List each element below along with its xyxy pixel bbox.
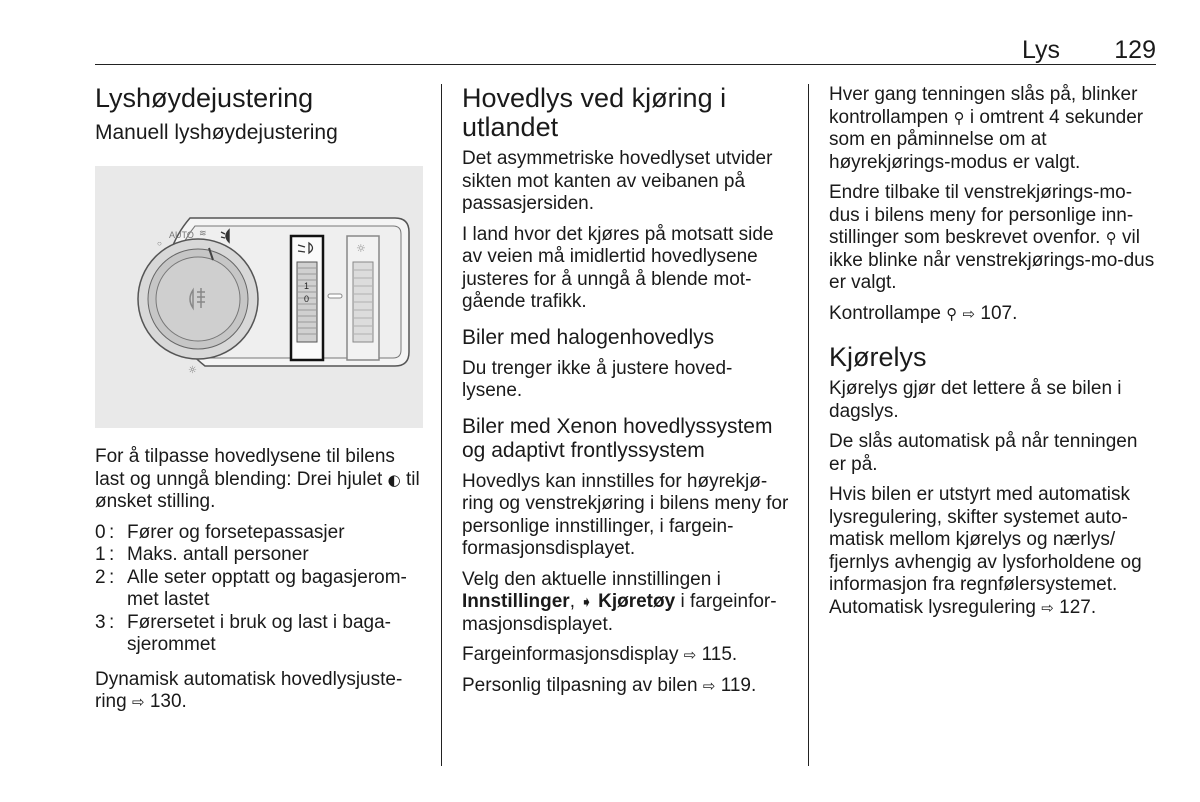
list-item: 2 : Alle seter opptatt og bagasjerom-met lastet	[95, 567, 425, 612]
section-heading: Kjørelys	[829, 342, 927, 372]
paragraph: Det asymmetriske hovedlyset utvider sikten mot kanten av veibanen på passasjersiden.	[462, 148, 773, 214]
page-ref-arrow-icon: ⇨	[702, 676, 716, 695]
paragraph: Kjørelys gjør det lettere å se bilen i dagslys.	[829, 378, 1122, 422]
reference-paragraph	[829, 303, 1159, 326]
page-reference[interactable]: 107.	[980, 302, 1018, 324]
intro-text-end: til ønsket stilling.	[95, 468, 420, 512]
paragraph-text: Velg den aktuelle innstillingen i	[462, 568, 721, 590]
page-ref-arrow-icon: ⇨	[962, 304, 976, 323]
reference-paragraph	[462, 675, 792, 698]
paragraph-text: Hver gang tenningen slås på, blinker kontrollampen	[829, 84, 1138, 128]
page-reference[interactable]: 127.	[1059, 596, 1097, 618]
page-number: 129	[1114, 36, 1156, 64]
control-lamp-icon: ⚲	[946, 304, 958, 323]
svg-text:☼: ☼	[356, 242, 366, 255]
section-heading: Hovedlys ved kjøring i utlandet	[462, 83, 727, 142]
list-item: 1 : Maks. antall personer	[95, 544, 425, 567]
svg-text:0: 0	[304, 294, 310, 304]
column-divider	[441, 84, 442, 766]
list-text: Maks. antall personer	[127, 544, 309, 565]
subsection-heading: Manuell lyshøydejustering	[95, 121, 338, 144]
headlight-control-illustration	[95, 166, 423, 428]
menu-arrow-icon: ➧	[580, 593, 593, 611]
list-text: Alle seter opptatt og bagasjerom-met lastet	[127, 566, 407, 610]
page-reference[interactable]: 115.	[701, 644, 738, 665]
list-number: 0	[95, 521, 106, 543]
paragraph: Du trenger ikke å justere hoved-lysene.	[462, 357, 733, 401]
column-3	[829, 84, 1159, 627]
svg-text:1: 1	[304, 281, 310, 291]
column-divider	[808, 84, 809, 766]
intro-text: For å tilpasse hovedlysene til bilens last og unngå blending: Drei hjulet	[95, 446, 395, 490]
section-heading: Lyshøydejustering	[95, 83, 314, 113]
list-text: Fører og forsetepassasjer	[127, 521, 345, 543]
list-item: 0 : Fører og forsetepassasjer	[95, 522, 425, 545]
load-setting-list	[95, 522, 425, 657]
page-ref-arrow-icon: ⇨	[1041, 598, 1054, 617]
reference-text: Kontrollampe	[829, 302, 941, 324]
list-number: 2	[95, 566, 106, 588]
dynamic-levelling-text: Dynamisk automatisk hovedlysjuste-ring	[95, 668, 403, 712]
reference-paragraph	[462, 644, 792, 667]
paragraph-text: Endre tilbake til venstrekjørings-mo-dus i bilens meny for personlige inn-stillinger som beskrevet ovenfor.	[829, 182, 1134, 248]
page-ref-arrow-icon: ⇨	[131, 693, 145, 711]
subsection-heading: Biler med halogenhovedlys	[462, 325, 715, 349]
control-lamp-icon: ⚲	[953, 108, 965, 127]
subsection-heading: Biler med Xenon hovedlyssystem og adaptivt frontlyssystem	[462, 414, 773, 462]
menu-path-paragraph: Velg den aktuelle innstillingen i Innstillinger, ➧ Kjøretøy i fargeinfor-masjonsdisplayet.	[462, 568, 777, 635]
list-number: 1	[95, 544, 106, 565]
menu-item-vehicle: Kjøretøy	[598, 591, 676, 612]
page-reference[interactable]: 130.	[149, 691, 187, 712]
column-1	[95, 84, 423, 153]
list-item: 3 : Førersetet i bruk og last i baga-sjerommet	[95, 612, 425, 657]
paragraph: Hovedlys kan innstilles for høyrekjø-ring og venstrekjøring i bilens meny for personlige innstillinger, i fargein-formasjonsdisplayet.	[462, 470, 789, 559]
paragraph-text: Hvis bilen er utstyrt med automatisk lysregulering, skifter systemet auto-matisk mellom kjørelys og nærlys/ fjernlys avhengig av lysforholdene og informasjon fra regnfølersystemet. Automatisk lysregulering	[829, 484, 1142, 618]
reference-text: Personlig tilpasning av bilen	[462, 674, 698, 696]
list-number: 3	[95, 611, 106, 633]
section-title: Lys	[1022, 36, 1060, 64]
auto-label: AUTO	[169, 230, 194, 240]
paragraph-text: vil ikke blinke når venstrekjørings-mo-dus er valgt.	[829, 227, 1155, 293]
panel-light-icon: ☼	[188, 365, 197, 376]
paragraph: I land hvor det kjøres på motsatt side av veien må imidlertid hovedlysene justeres for å unngå å blende mot-gående trafikk.	[462, 223, 774, 312]
reference-paragraph	[829, 484, 1159, 619]
svg-text:≋: ≋	[199, 229, 207, 239]
svg-text:○: ○	[157, 239, 162, 248]
paragraph-text: i omtrent 4 sekunder som en påminnelse om at høyrekjørings-modus er valgt.	[829, 106, 1144, 173]
menu-item-settings: Innstillinger	[462, 591, 570, 612]
paragraph	[829, 182, 1159, 295]
intro-paragraph	[95, 446, 425, 514]
dynamic-levelling-paragraph	[95, 669, 425, 714]
page-reference[interactable]: 119.	[720, 674, 757, 696]
paragraph	[829, 84, 1159, 174]
column-1-body	[95, 446, 425, 722]
column-2	[462, 84, 792, 705]
paragraph: De slås automatisk på når tenningen er på.	[829, 431, 1138, 475]
headlight-range-icon: ◐	[387, 470, 401, 489]
reference-text: Fargeinformasjonsdisplay	[462, 644, 679, 665]
page-header	[95, 36, 1156, 65]
list-text: Førersetet i bruk og last i baga-sjerommet	[127, 611, 391, 655]
headlight-switch-figure	[95, 166, 423, 428]
control-lamp-icon: ⚲	[1105, 229, 1117, 247]
paragraph-text: i fargeinfor-masjonsdisplayet.	[462, 591, 777, 635]
page-ref-arrow-icon: ⇨	[683, 646, 697, 664]
